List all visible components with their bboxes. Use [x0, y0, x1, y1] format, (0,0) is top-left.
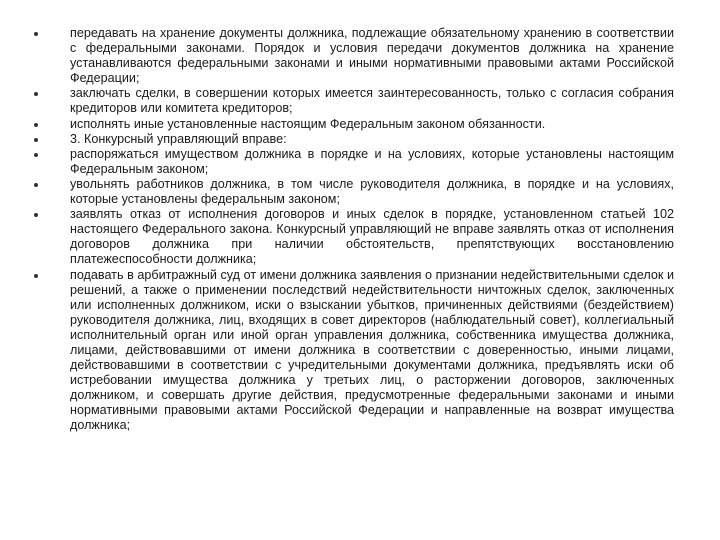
- list-item: [34, 26, 674, 86]
- list-item: [34, 177, 674, 207]
- list-item-text: заключать сделки, в совершении которых имеется заинтересованность, только с согласия собрания кредиторов или комитета кредиторов;: [70, 86, 674, 116]
- list-item: [34, 86, 674, 116]
- bullet-dot-icon: [34, 213, 38, 217]
- list-item: [34, 268, 674, 434]
- list-item-text: распоряжаться имуществом должника в порядке и на условиях, которые установлены настоящим Федеральным законом;: [70, 146, 674, 176]
- bullet-dot-icon: [34, 123, 38, 127]
- list-item-text: исполнять иные установленные настоящим Федеральным законом обязанности.: [70, 116, 546, 131]
- list-item-text: подавать в арбитражный суд от имени должника заявления о признании недействительными сделок и решений, а также о применении последствий недействительности ничтожных сделок, заключенных или исполненных должником, иски о взыскании убытков, причиненных действиями (бездействием) руководителя должника, лиц, входящих в совет директоров (наблюдательный совет), коллегиальный исполнительный орган или иной орган управления должника, собственника имущества должника, лицами, действовавшими от имени должника в соответствии с доверенностью, иными лицами, действовавшими в соответствии с учредительными документами должника, предъявлять иски об истребовании имущества должника у третьих лиц, о расторжении договоров, заключенных должником, и совершать другие действия, предусмотренные федеральными законами и иными нормативными правовыми актами Российской Федерации и направленные на возврат имущества должника;: [70, 267, 674, 433]
- bullet-dot-icon: [34, 92, 38, 96]
- bullet-dot-icon: [34, 153, 38, 157]
- list-item-text: 3. Конкурсный управляющий вправе:: [70, 131, 287, 146]
- list-item: [34, 147, 674, 177]
- bullet-dot-icon: [34, 274, 38, 278]
- bullet-list: [34, 26, 674, 434]
- list-item-text: заявлять отказ от исполнения договоров и иных сделок в порядке, установленном статьей 102 настоящего Федерального закона. Конкурсный управляющий не вправе заявлять отказ от исполнения договоров должника при наличии обстоятельств, препятствующих восстановлению платежеспособности должника;: [70, 207, 674, 267]
- list-item: [34, 207, 674, 267]
- list-item-text: передавать на хранение документы должника, подлежащие обязательному хранению в соответствии с федеральными законами. Порядок и условия передачи документов должника на хранение устанавливаются федеральными законами и иными нормативными правовыми актами Российской Федерации;: [70, 26, 674, 86]
- bullet-dot-icon: [34, 32, 38, 36]
- bullet-dot-icon: [34, 183, 38, 187]
- bullet-dot-icon: [34, 138, 38, 142]
- list-item: [34, 117, 674, 132]
- list-item: [34, 132, 674, 147]
- list-item-text: увольнять работников должника, в том числе руководителя должника, в порядке и на условиях, которые установлены федеральным законом;: [70, 176, 674, 207]
